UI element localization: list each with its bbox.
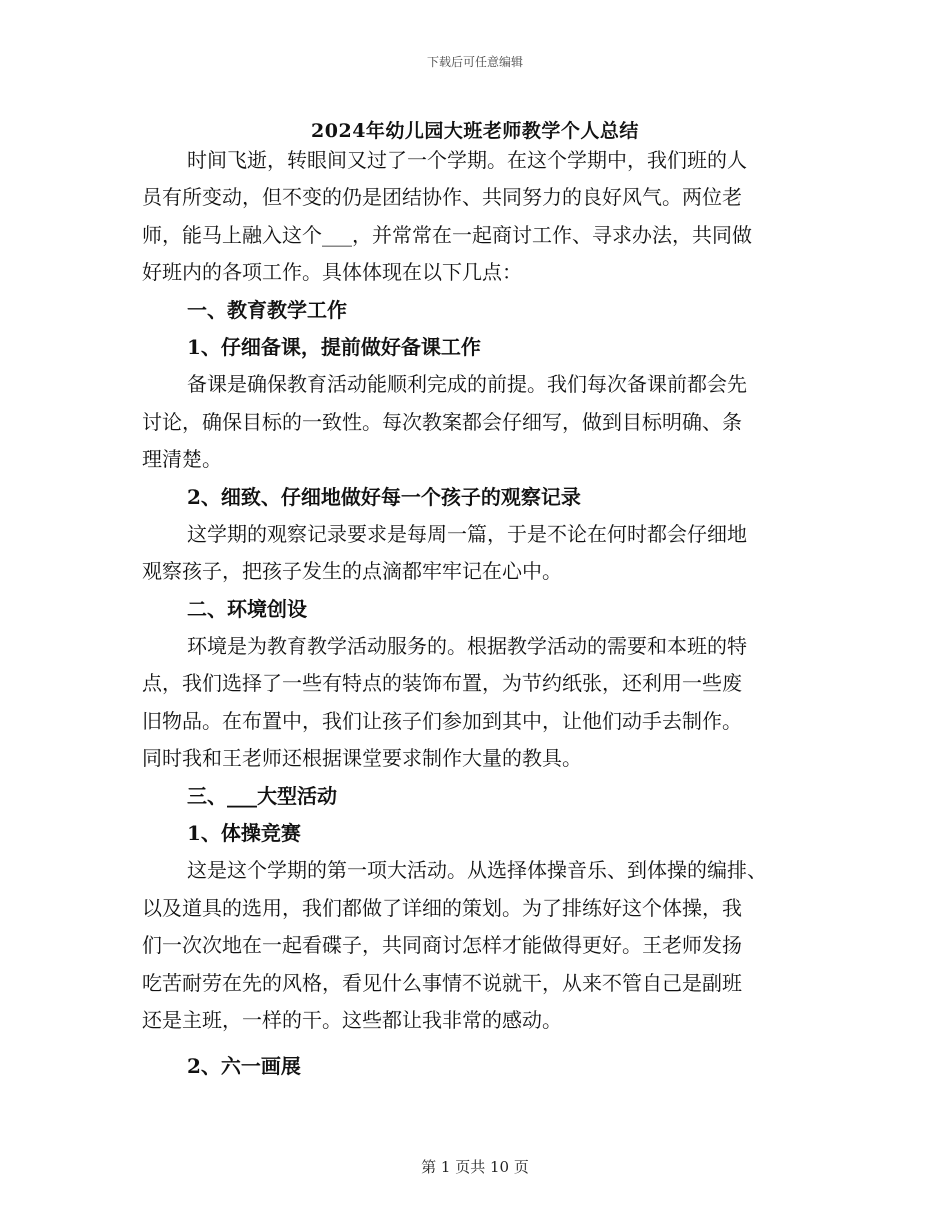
body-line: 备课是确保教育活动能顺利完成的前提。我们每次备课前都会先	[187, 372, 747, 397]
subsection-heading: 1、体操竞赛	[187, 821, 301, 846]
subsection-heading: 2、细致、仔细地做好每一个孩子的观察记录	[187, 484, 581, 509]
body-line: 旧物品。在布置中，我们让孩子们参加到其中，让他们动手去制作。	[142, 708, 742, 733]
body-line: 师，能马上融入这个___，并常常在一起商讨工作、寻求办法，共同做	[142, 222, 752, 247]
section-heading: 一、教育教学工作	[187, 297, 347, 322]
body-line: 们一次次地在一起看碟子，共同商讨怎样才能做得更好。王老师发扬	[142, 933, 742, 958]
section-heading: 二、环境创设	[187, 596, 307, 621]
body-line: 环境是为教育教学活动服务的。根据教学活动的需要和本班的特	[187, 634, 747, 659]
document-body	[142, 142, 808, 1086]
page-footer: 第 1 页共 10 页	[421, 1158, 529, 1176]
body-line: 讨论，确保目标的一致性。每次教案都会仔细写，做到目标明确、条	[142, 409, 742, 434]
spacer	[142, 1039, 808, 1048]
page-header: 下载后可任意编辑	[426, 55, 523, 69]
body-line: 这学期的观察记录要求是每周一篇，于是不论在何时都会仔细地	[187, 521, 747, 546]
body-line: 吃苦耐劳在先的风格，看见什么事情不说就干，从来不管自己是副班	[142, 970, 742, 995]
body-line: 这是这个学期的第一项大活动。从选择体操音乐、到体操的编排、	[187, 858, 767, 883]
body-line: 点，我们选择了一些有特点的装饰布置，为节约纸张，还利用一些废	[142, 671, 742, 696]
subsection-heading: 2、六一画展	[187, 1054, 301, 1079]
body-line: 同时我和王老师还根据课堂要求制作大量的教具。	[142, 746, 582, 771]
body-line: 好班内的各项工作。具体体现在以下几点：	[142, 260, 522, 285]
section-heading: 三、___大型活动	[187, 783, 337, 808]
body-line: 理清楚。	[142, 447, 222, 472]
body-line: 以及道具的选用，我们都做了详细的策划。为了排练好这个体操，我	[142, 895, 742, 920]
document-title: 2024年幼儿园大班老师教学个人总结	[311, 120, 639, 142]
body-line: 观察孩子，把孩子发生的点滴都牢牢记在心中。	[142, 559, 562, 584]
body-line: 员有所变动，但不变的仍是团结协作、共同努力的良好风气。两位老	[142, 185, 742, 210]
subsection-heading: 1、仔细备课，提前做好备课工作	[187, 334, 481, 359]
body-line: 时间飞逝，转眼间又过了一个学期。在这个学期中，我们班的人	[187, 148, 747, 172]
body-line: 还是主班，一样的干。这些都让我非常的感动。	[142, 1007, 562, 1032]
